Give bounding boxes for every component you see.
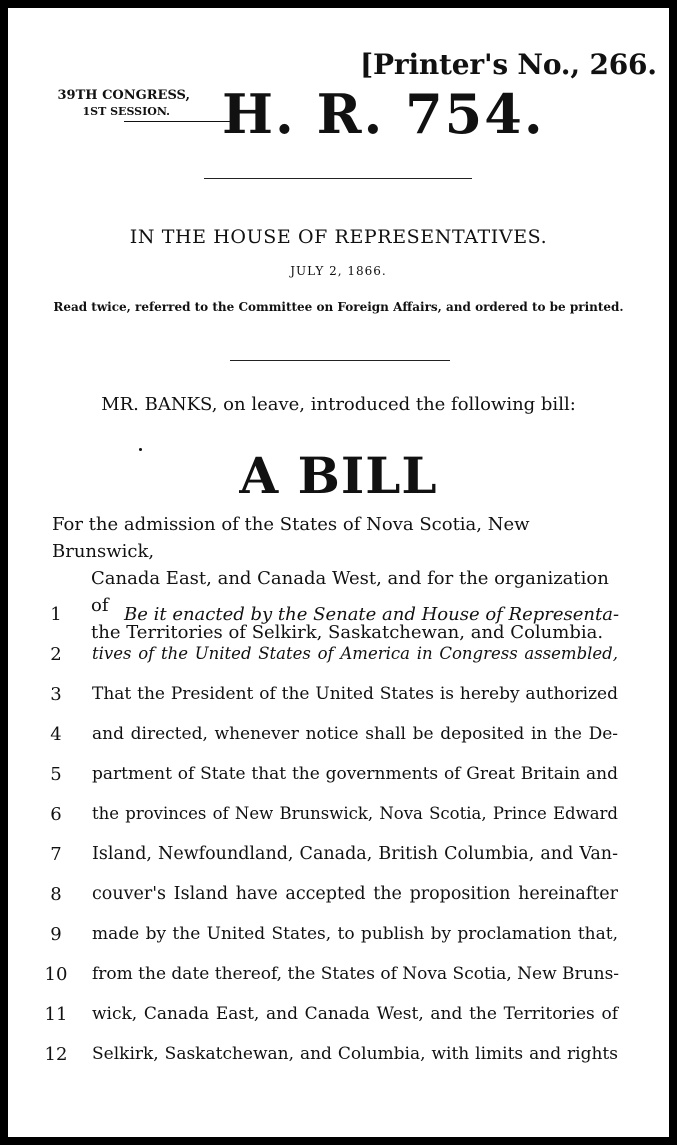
- bill-line: [8, 884, 669, 924]
- line-number: 6: [50, 804, 62, 825]
- line-text: from the date thereof, the States of Nova Scotia, New Bruns-: [92, 964, 620, 984]
- line-text: That the President of the United States is hereby authorized: [92, 684, 618, 704]
- bill-line: [8, 684, 669, 724]
- bill-line: [8, 644, 669, 684]
- bill-line: [8, 804, 669, 844]
- introduction-line: MR. BANKS, on leave, introduced the following bill:: [101, 394, 576, 415]
- bill-title-line: Canada East, and Canada West, and for the organization of: [91, 568, 609, 616]
- document-page: [8, 8, 669, 1137]
- bill-date: JULY 2, 1866.: [290, 264, 387, 278]
- line-number: 7: [50, 844, 62, 865]
- line-text: the provinces of New Brunswick, Nova Scotia, Prince Edward: [92, 804, 618, 823]
- line-number: 9: [50, 924, 62, 945]
- chamber-heading: IN THE HOUSE OF REPRESENTATIVES.: [129, 226, 548, 248]
- divider-top: [204, 178, 472, 179]
- bill-line: [8, 604, 669, 644]
- referral-note: Read twice, referred to the Committee on Foreign Affairs, and ordered to be printed.: [53, 300, 624, 314]
- line-text: partment of State that the governments of Great Britain and: [92, 764, 618, 784]
- line-number: 2: [50, 644, 62, 665]
- line-text: Island, Newfoundland, Canada, British Columbia, and Van-: [92, 844, 618, 864]
- printer-number: [Printer's No., 266.: [360, 48, 657, 81]
- line-number: 10: [44, 964, 68, 985]
- bill-line: [8, 764, 669, 804]
- bill-text: [8, 604, 669, 1084]
- bill-line: [8, 724, 669, 764]
- line-number: 3: [50, 684, 62, 705]
- line-number: 8: [50, 884, 62, 905]
- bill-line: [8, 964, 669, 1004]
- bill-title-line: the Territories of Selkirk, Saskatchewan, and Columbia.: [91, 622, 604, 643]
- bill-line: [8, 1004, 669, 1044]
- line-number: 4: [50, 724, 62, 745]
- line-text: couver's Island have accepted the proposition hereinafter: [92, 884, 618, 904]
- line-text: Be it enacted by the Senate and House of Representa-: [124, 604, 620, 625]
- bill-title-line: For the admission of the States of Nova Scotia, New Brunswick,: [52, 514, 530, 562]
- congress-label: 39TH CONGRESS,: [57, 88, 190, 103]
- line-text: made by the United States, to publish by proclamation that,: [92, 924, 618, 944]
- congress-session: [54, 88, 194, 122]
- line-text: wick, Canada East, and Canada West, and the Territories of: [92, 1004, 618, 1024]
- line-text: Selkirk, Saskatchewan, and Columbia, with limits and rights: [92, 1044, 618, 1064]
- line-text: and directed, whenever notice shall be deposited in the De-: [92, 724, 618, 744]
- line-number: 11: [44, 1004, 68, 1025]
- bill-line: [8, 1044, 669, 1084]
- bill-line: [8, 844, 669, 884]
- bill-line: [8, 924, 669, 964]
- bill-heading: A BILL: [239, 446, 438, 505]
- bill-number: H. R. 754.: [222, 82, 545, 146]
- line-number: 1: [50, 604, 62, 625]
- line-number: 12: [44, 1044, 68, 1065]
- session-underline: [124, 121, 232, 122]
- divider-middle: [230, 360, 450, 361]
- line-number: 5: [50, 764, 62, 785]
- line-text: tives of the United States of America in Congress assembled,: [92, 644, 618, 663]
- session-label: 1ST SESSION.: [82, 105, 170, 118]
